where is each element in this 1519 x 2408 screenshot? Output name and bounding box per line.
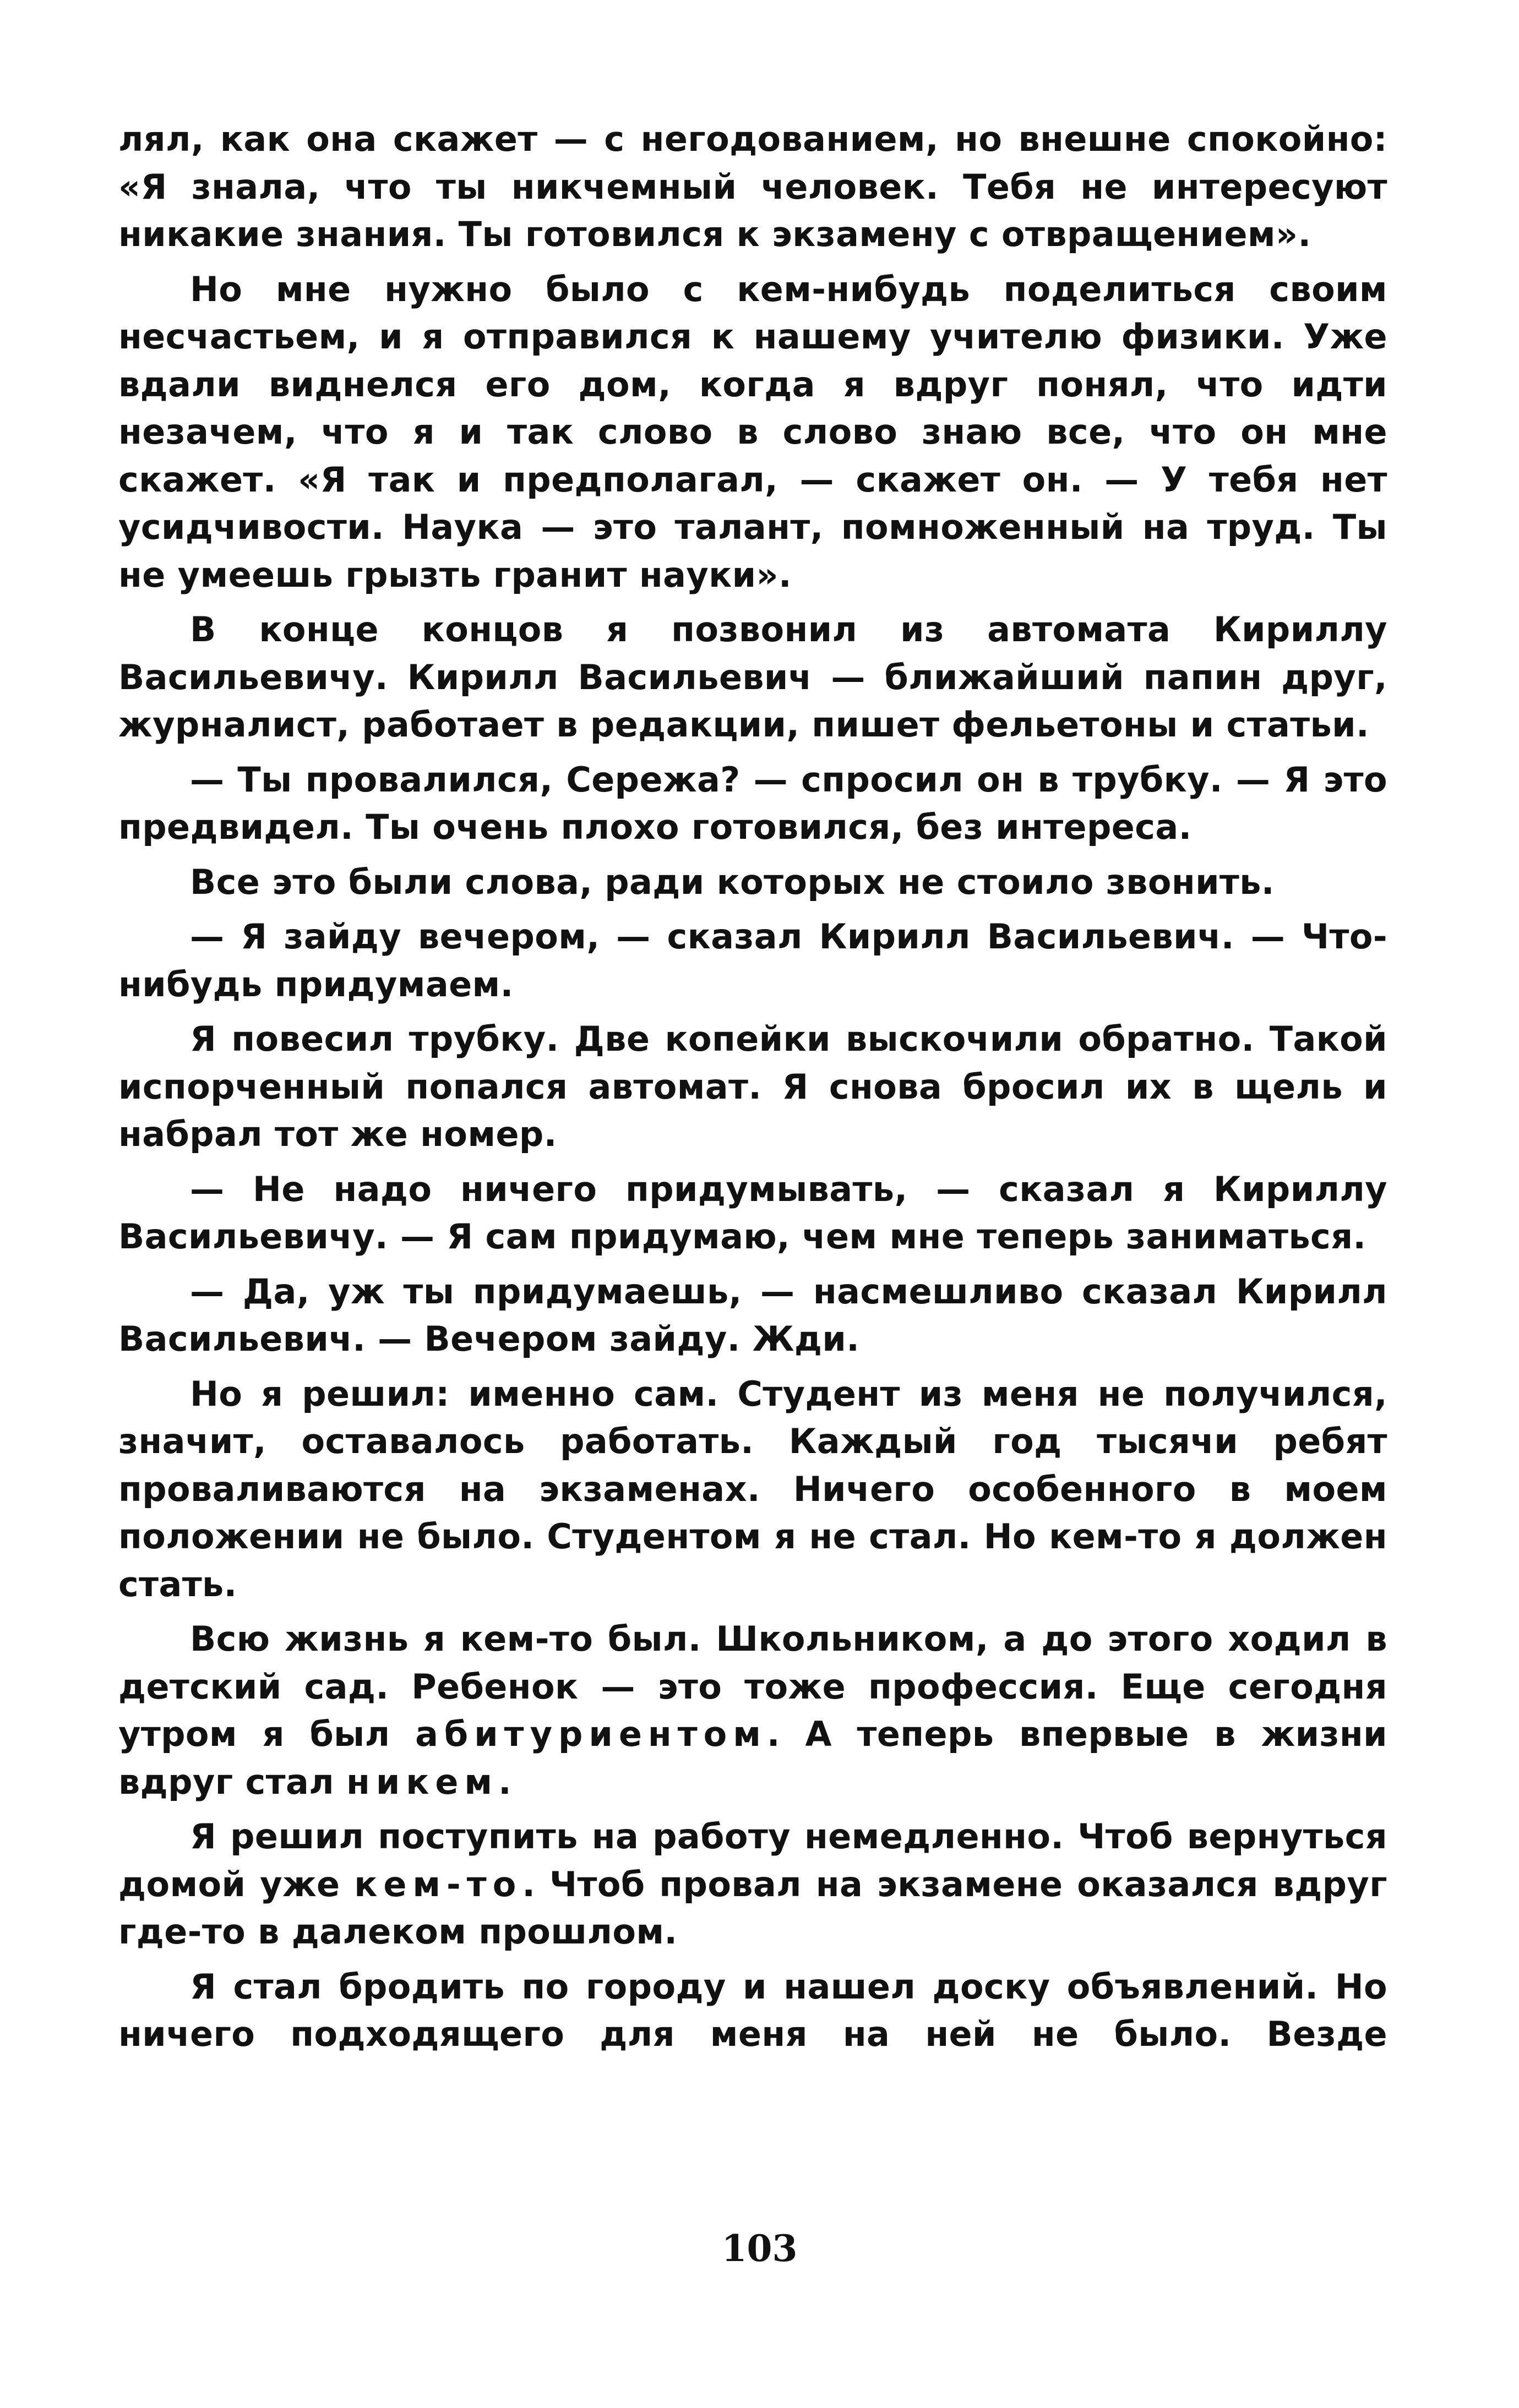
paragraph-11 xyxy=(118,1615,1387,1806)
paragraph-6: — Я зайду вечером, — сказал Кирилл Васильевич. — Что-нибудь придумаем. xyxy=(118,916,1387,1004)
paragraph-13: Я стал бродить по городу и нашел доску объявлений. Но ничего подходящего для меня на ней не было. Везде xyxy=(118,1966,1387,2054)
paragraph-11-part-3: . xyxy=(498,1761,512,1802)
paragraph-9: — Да, уж ты придумаешь, — насмешливо сказал Кирилл Васильевич. — Вечером зайду. Жди. xyxy=(118,1271,1387,1359)
paragraph-1: лял, как она скажет — с негодованием, но внешне спокойно: «Я знала, что ты никчемный человек. Тебя не интересуют никакие знания. Ты готовился к экзамену с отвращением». xyxy=(118,119,1387,254)
emphasis-nobody: никем xyxy=(346,1761,499,1802)
paragraph-2: Но мне нужно было с кем-нибудь поделиться своим несчастьем, и я отправился к нашему учителю физики. Уже вдали виднелся его дом, когда я вдруг понял, что идти незачем, что я и так слово в слово знаю все, что он мне скажет. «Я так и предполагал, — скажет он. — У тебя нет усидчивости. Наука — это талант, помноженный на труд. Ты не умеешь грызть гранит науки». xyxy=(118,269,1387,595)
emphasis-applicant: абитуриентом xyxy=(415,1714,767,1754)
body-text xyxy=(118,116,1387,2058)
paragraph-8: — Не надо ничего придумывать, — сказал я Кириллу Васильевичу. — Я сам придумаю, чем мне теперь заниматься. xyxy=(118,1168,1387,1257)
paragraph-11-part-1: Всю жизнь я кем-то был. Школьником, а до этого ходил в детский сад. Ребенок — это тоже профессия. Еще сегодня утром я был xyxy=(118,1619,1387,1754)
paragraph-3: В конце концов я позвонил из автомата Кириллу Васильевичу. Кирилл Васильевич — ближайший папин друг, журналист, работает в редакции, пишет фельетоны и статьи. xyxy=(118,609,1387,745)
paragraph-7: Я повесил трубку. Две копейки выскочили обратно. Такой испорченный попался автомат. Я снова бросил их в щель и набрал тот же номер. xyxy=(118,1019,1387,1154)
paragraph-10: Но я решил: именно сам. Студент из меня не получился, значит, оставалось работать. Каждый год тысячи ребят проваливаются на экзаменах. Ничего особенного в моем положении не было. Студентом я не стал. Но кем-то я должен стать. xyxy=(118,1373,1387,1604)
paragraph-12-part-1: Я решил поступить на работу немедленно. Чтоб вернуться домой уже xyxy=(118,1816,1387,1904)
paragraph-11-part-2: . А теперь впервые в жизни вдруг стал xyxy=(118,1714,1387,1802)
paragraph-12-part-2: . Чтоб провал на экзамене оказался вдруг где-то в далеком прошлом. xyxy=(118,1864,1388,1952)
emphasis-somebody: кем-то xyxy=(354,1864,522,1904)
paragraph-5: Все это были слова, ради которых не стоило звонить. xyxy=(190,861,1275,902)
paragraph-4: — Ты провалился, Сережа? — спросил он в трубку. — Я это предвидел. Ты очень плохо готовился, без интереса. xyxy=(118,759,1387,847)
paragraph-12 xyxy=(118,1813,1387,1956)
page-body xyxy=(118,116,1387,2235)
page-number: 103 xyxy=(721,2227,798,2270)
